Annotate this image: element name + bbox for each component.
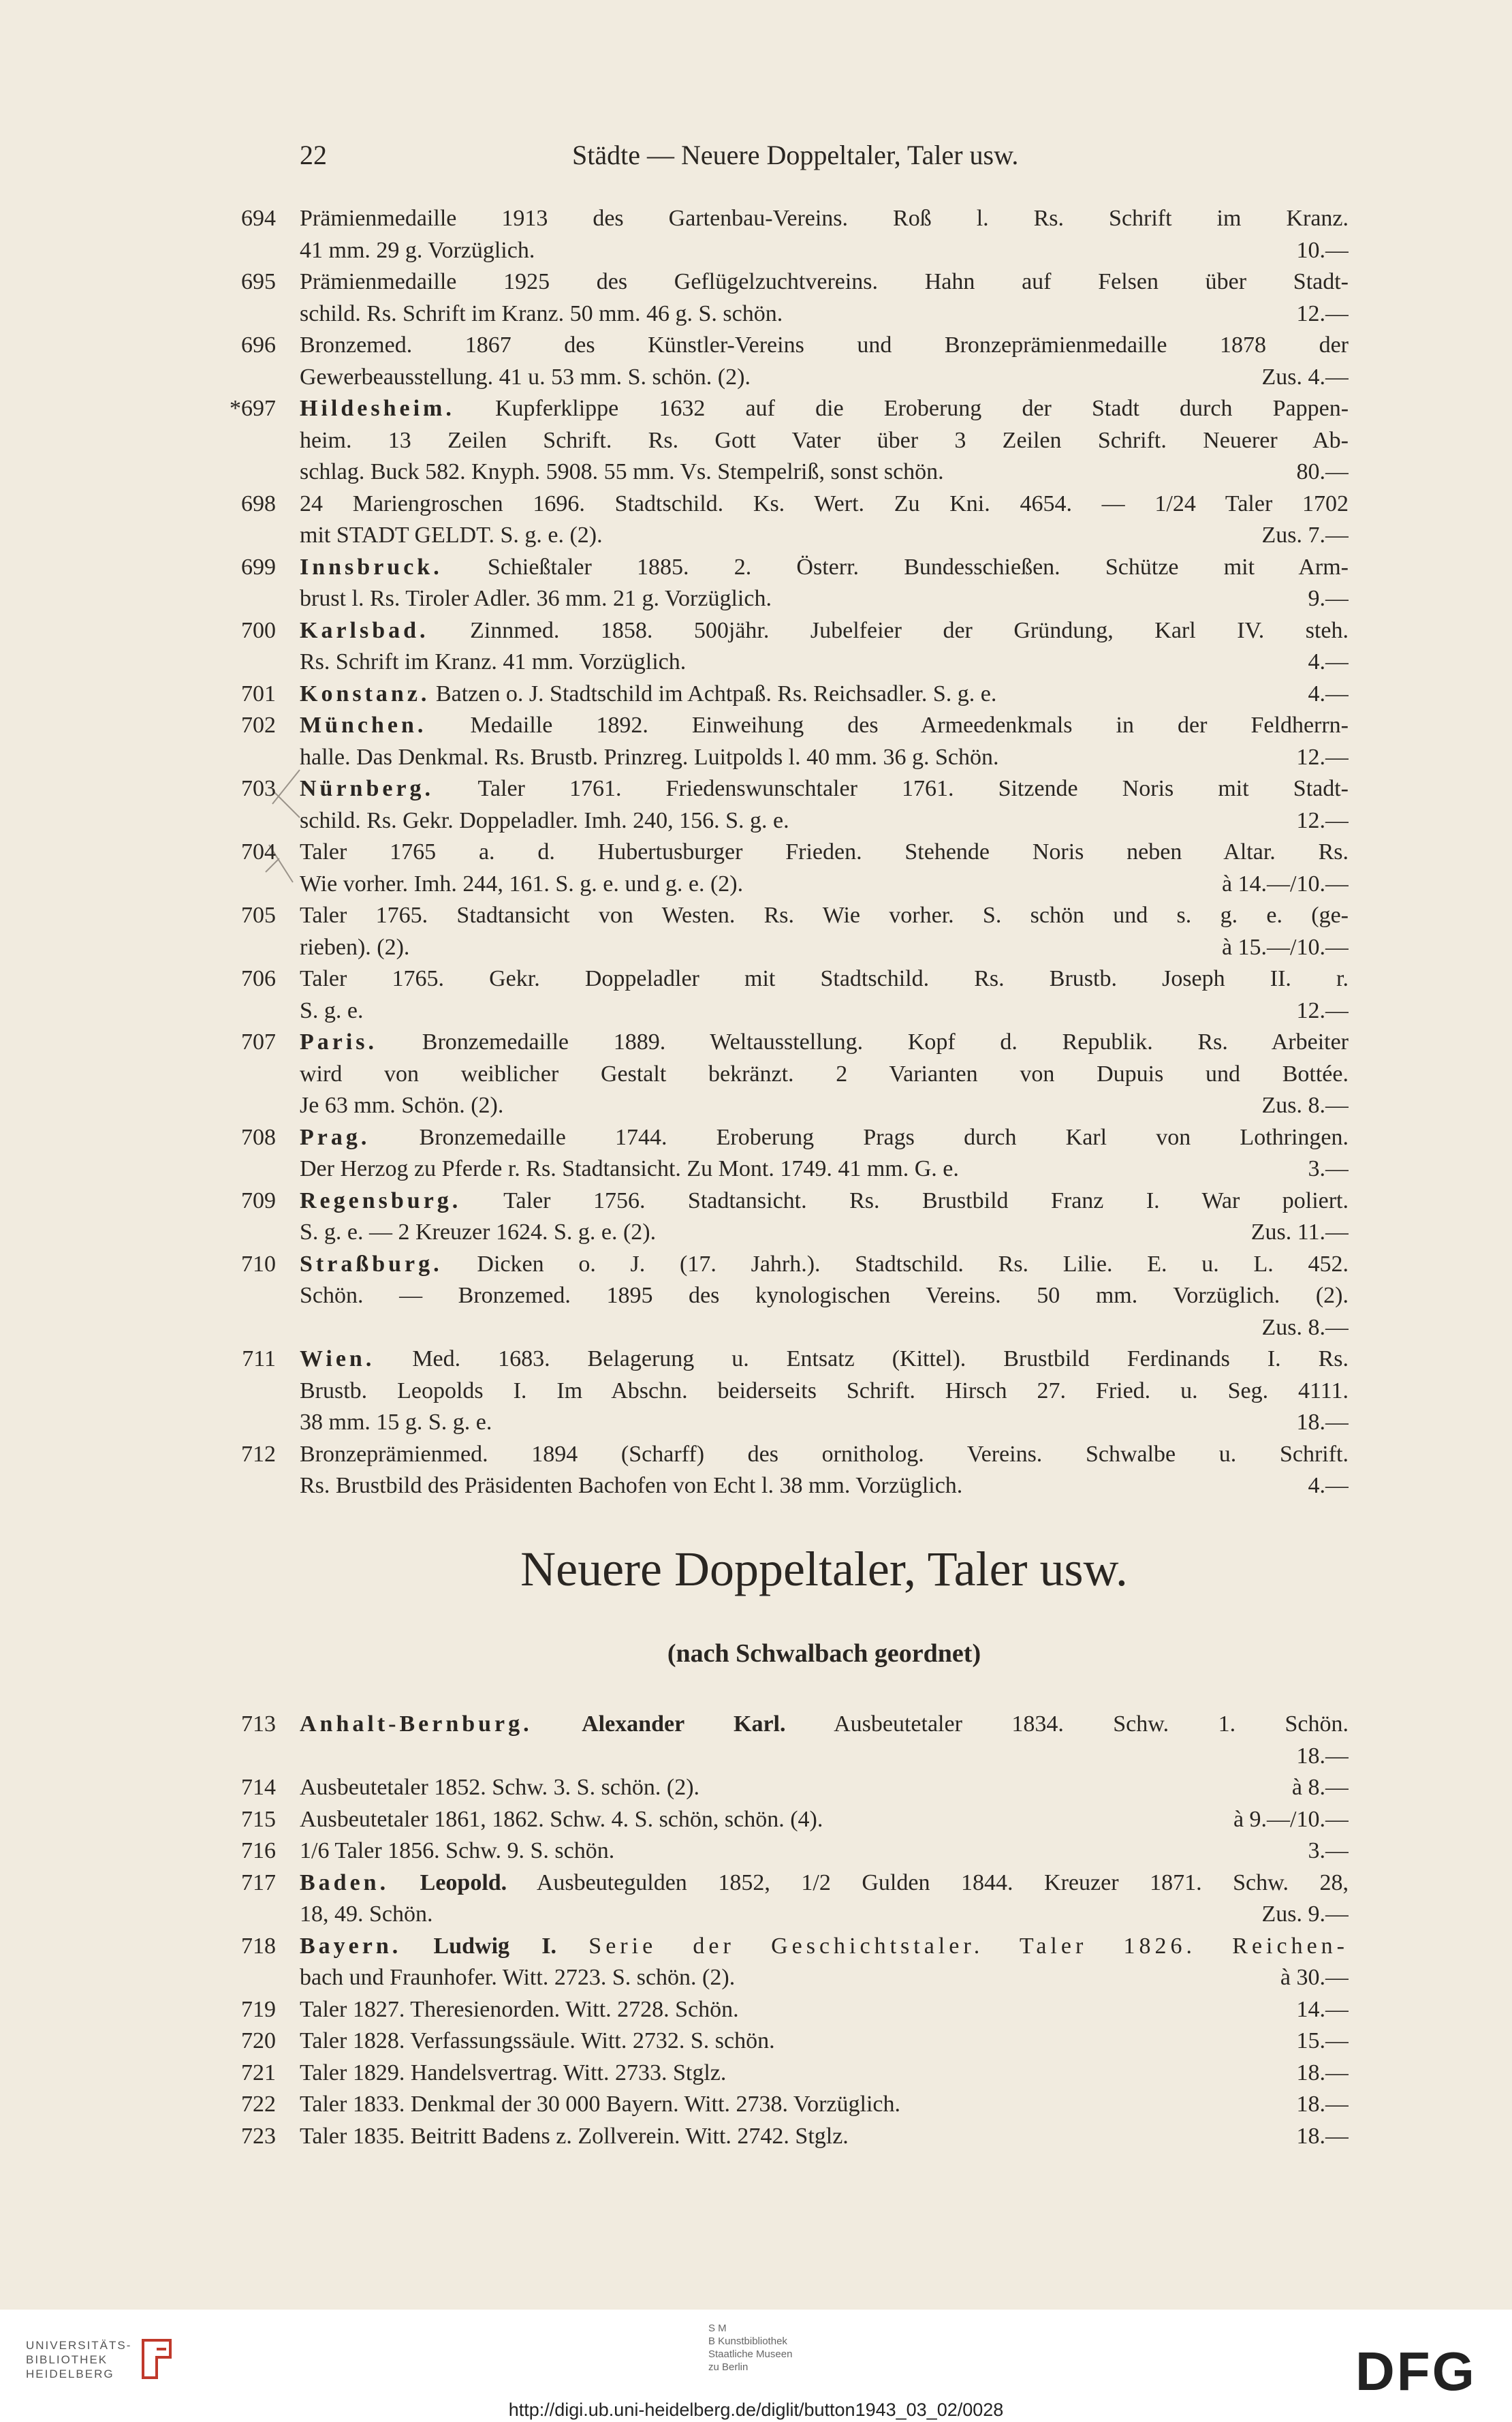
entry-text: 38 mm. 15 g. S. g. e. <box>300 1410 492 1435</box>
entry-line <box>300 1376 1349 1408</box>
price: 3.— <box>1308 1838 1349 1863</box>
provenance-line: B Kunstbibliothek <box>708 2335 787 2347</box>
price: 80.— <box>1296 459 1349 484</box>
price: 12.— <box>1296 807 1349 833</box>
entry-text-group <box>300 2089 900 2121</box>
catalog-entry <box>241 1249 1349 1344</box>
ruler-name: Leopold. <box>420 1869 507 1895</box>
entry-line <box>300 266 1349 298</box>
catalog-entry <box>241 1994 1349 2026</box>
entry-line <box>300 362 1349 394</box>
entry-text: Taler 1765. Gekr. Doppeladler mit Stadtschild. Rs. Brustb. Joseph II. r. <box>300 966 1349 991</box>
entry-text: 18, 49. Schön. <box>300 1901 433 1927</box>
price: 14.— <box>1296 1996 1349 2022</box>
page-number: 22 <box>300 140 327 170</box>
entry-text: schlag. Buck 582. Knyph. 5908. 55 mm. Vs. Stempelriß, sonst schön. <box>300 459 944 484</box>
lot-number: 716 <box>241 1838 276 1863</box>
price: 9.— <box>1308 586 1349 611</box>
catalog-entry <box>241 1027 1349 1122</box>
entry-text: Schießtaler 1885. 2. Österr. Bundesschießen. Schütze mit Arm- <box>487 554 1349 580</box>
entry-text-group <box>300 1899 433 1931</box>
entry-text: Gewerbeausstellung. 41 u. 53 mm. S. schön. (2). <box>300 364 751 390</box>
entry-text-group <box>300 520 603 552</box>
catalog-entry <box>241 900 1349 963</box>
price: 18.— <box>1296 2123 1349 2149</box>
catalog-entry <box>241 963 1349 1027</box>
entry-text: Taler 1829. Handelsvertrag. Witt. 2733. Stglz. <box>300 2060 727 2085</box>
lot-number: 722 <box>241 2092 276 2117</box>
entry-text-group <box>300 456 944 488</box>
place-name: Prag. <box>300 1124 371 1150</box>
entry-line <box>300 1312 1349 1344</box>
catalog-entry <box>230 393 1349 488</box>
place-name: Karlsbad. <box>300 617 429 643</box>
entry-line <box>300 1185 1349 1217</box>
entry-text: Schön. — Bronzemed. 1895 des kynologischen Vereins. 50 mm. Vorzüglich. (2). <box>300 1283 1349 1308</box>
entry-text: heim. 13 Zeilen Schrift. Rs. Gott Vater über 3 Zeilen Schrift. Neuerer Ab- <box>300 427 1349 453</box>
price: à 9.—/10.— <box>1233 1806 1349 1832</box>
place-name: Anhalt-Bernburg. <box>300 1711 533 1737</box>
entry-text: Kupferklippe 1632 auf die Eroberung der Stadt durch Pappen- <box>495 396 1349 421</box>
lot-number: 706 <box>241 966 276 991</box>
entry-text: Rs. Schrift im Kranz. 41 mm. Vorzüglich. <box>300 649 687 674</box>
entry-line <box>300 1280 1349 1312</box>
price: à 15.—/10.— <box>1221 934 1349 960</box>
entry-text: Taler 1833. Denkmal der 30 000 Bayern. Witt. 2738. Vorzüglich. <box>300 2092 900 2117</box>
entry-text: halle. Das Denkmal. Rs. Brustb. Prinzreg. Luitpolds l. 40 mm. 36 g. Schön. <box>300 744 999 770</box>
entry-line <box>300 1994 1349 2026</box>
footer <box>0 2310 1512 2422</box>
provenance-line: S M <box>708 2323 727 2334</box>
entry-text: Wie vorher. Imh. 244, 161. S. g. e. und g. e. (2). <box>300 871 744 897</box>
price: Zus. 8.— <box>1261 1314 1349 1340</box>
entry-line <box>300 1344 1349 1376</box>
lot-number: 705 <box>241 903 276 928</box>
provenance-line: Staatliche Museen <box>708 2348 793 2360</box>
place-name: Nürnberg. <box>300 776 435 801</box>
entry-text: Taler 1765. Stadtansicht von Westen. Rs. Wie vorher. S. schön und s. g. e. (ge- <box>300 903 1349 928</box>
entry-line <box>300 1249 1349 1281</box>
entry-line <box>300 869 1349 901</box>
entry-line <box>300 1059 1349 1091</box>
entry-line <box>300 1090 1349 1122</box>
catalog-entry <box>241 1835 1349 1867</box>
entry-text-group <box>300 995 364 1027</box>
entry-line <box>300 900 1349 932</box>
entry-text: bach und Fraunhofer. Witt. 2723. S. schön. (2). <box>300 1965 736 1990</box>
entry-text: Ausbeutetaler 1861, 1862. Schw. 4. S. schön, schön. (4). <box>300 1806 823 1832</box>
lot-number: 696 <box>241 332 276 358</box>
entry-text: rieben). (2). <box>300 934 410 960</box>
entry-line <box>300 393 1349 425</box>
entry-text: Taler 1835. Beitritt Badens z. Zollverein. Witt. 2742. Stglz. <box>300 2123 849 2149</box>
entry-text: schild. Rs. Schrift im Kranz. 50 mm. 46 g. S. schön. <box>300 300 783 326</box>
price: à 14.—/10.— <box>1221 871 1349 897</box>
entry-text-group <box>300 362 751 394</box>
entry-text: Med. 1683. Belagerung u. Entsatz (Kittel). Brustbild Ferdinands I. Rs. <box>412 1346 1349 1371</box>
entry-line <box>300 2121 1349 2153</box>
entry-line <box>300 1709 1349 1741</box>
entry-line <box>300 235 1349 267</box>
place-name: Hildesheim. <box>300 396 455 421</box>
entry-text: Der Herzog zu Pferde r. Rs. Stadtansicht. Zu Mont. 1749. 41 mm. G. e. <box>300 1156 959 1181</box>
entry-text: Taler 1765 a. d. Hubertusburger Frieden. Stehende Noris neben Altar. Rs. <box>300 839 1349 865</box>
lot-number: 715 <box>241 1806 276 1832</box>
ruler-name: Ludwig I. <box>433 1933 557 1959</box>
library-line: BIBLIOTHEK <box>26 2353 108 2366</box>
entry-text: Je 63 mm. Schön. (2). <box>300 1093 504 1118</box>
lot-number: 702 <box>241 713 276 738</box>
ruler-name: Alexander Karl. <box>582 1711 786 1737</box>
entry-text-group <box>300 1962 735 1994</box>
entry-line <box>300 1899 1349 1931</box>
catalog-entry <box>241 330 1349 393</box>
price: à 8.— <box>1291 1775 1349 1800</box>
lot-number: 720 <box>241 2028 276 2053</box>
place-name: Konstanz. <box>300 681 430 707</box>
place-name: Baden. <box>300 1869 390 1895</box>
catalog-entry <box>241 266 1349 330</box>
catalog-entry <box>241 615 1349 679</box>
entry-text: Ausbeutegulden 1852, 1/2 Gulden 1844. Kreuzer 1871. Schw. 28, <box>536 1869 1349 1895</box>
entry-text-group <box>300 1994 739 2026</box>
catalog-entry <box>241 2025 1349 2058</box>
lot-number: *697 <box>230 396 276 421</box>
catalog-entry <box>241 488 1349 552</box>
lot-number: 713 <box>241 1711 276 1737</box>
entry-text: Medaille 1892. Einweihung des Armeedenkmals in der Feldherrn- <box>470 713 1349 738</box>
entry-text-group <box>300 932 409 964</box>
catalog-entry <box>241 1867 1349 1931</box>
entry-line <box>300 837 1349 869</box>
entry-line <box>300 425 1349 457</box>
source-url[interactable]: http://digi.ub.uni-heidelberg.de/diglit/button1943_03_02/0028 <box>508 2400 1004 2420</box>
price: 12.— <box>1296 300 1349 326</box>
price: 15.— <box>1296 2028 1349 2053</box>
entry-text-group <box>300 869 743 901</box>
entry-text-group <box>300 1090 503 1122</box>
entry-text: schild. Rs. Gekr. Doppeladler. Imh. 240, 156. S. g. e. <box>300 807 789 833</box>
entry-line <box>300 1741 1349 1773</box>
entry-text: Bronzemed. 1867 des Künstler-Vereins und Bronzeprämienmedaille 1878 der <box>300 332 1349 358</box>
entry-line <box>300 615 1349 647</box>
price: Zus. 8.— <box>1261 1093 1349 1118</box>
entry-text: 1/6 Taler 1856. Schw. 9. S. schön. <box>300 1838 615 1863</box>
library-name <box>26 2338 131 2381</box>
library-line: HEIDELBERG <box>26 2367 114 2380</box>
entry-line <box>300 1470 1349 1502</box>
entry-line <box>300 995 1349 1027</box>
entry-text-group <box>300 1217 656 1249</box>
entry-text: Rs. Brustbild des Präsidenten Bachofen von Echt l. 38 mm. Vorzüglich. <box>300 1473 963 1498</box>
price: 4.— <box>1308 1473 1349 1498</box>
entry-line <box>300 710 1349 742</box>
catalog-entry <box>241 679 1349 711</box>
catalog-entry <box>241 1804 1349 1836</box>
entry-text: Batzen o. J. Stadtschild im Achtpaß. Rs. Reichsadler. S. g. e. <box>435 681 997 707</box>
lot-number: 703 <box>241 776 276 801</box>
entry-text-group <box>300 1407 492 1439</box>
entry-text: Ausbeutetaler 1834. Schw. 1. Schön. <box>834 1711 1349 1737</box>
entry-line <box>300 679 1349 711</box>
lot-number: 723 <box>241 2123 276 2149</box>
entry-text-group <box>300 742 999 774</box>
price: Zus. 4.— <box>1261 364 1349 390</box>
price: Zus. 9.— <box>1261 1901 1349 1927</box>
entry-text-group <box>300 1153 959 1185</box>
catalog-entry <box>241 2089 1349 2121</box>
lot-number: 718 <box>241 1933 276 1959</box>
lot-number: 721 <box>241 2060 276 2085</box>
entry-line <box>300 488 1349 521</box>
catalog-entry <box>241 552 1349 615</box>
catalog-entry <box>241 710 1349 773</box>
catalog-entry <box>241 773 1349 837</box>
place-name: Straßburg. <box>300 1251 443 1277</box>
entry-text-group <box>300 1470 962 1502</box>
lot-number: 712 <box>241 1441 276 1467</box>
entry-line <box>300 1122 1349 1154</box>
entry-line <box>300 298 1349 330</box>
price: 18.— <box>1296 2092 1349 2117</box>
entry-text: Zinnmed. 1858. 500jähr. Jubelfeier der Gründung, Karl IV. steh. <box>470 617 1349 643</box>
lot-number: 701 <box>241 681 276 707</box>
entry-text: Taler 1827. Theresienorden. Witt. 2728. Schön. <box>300 1996 739 2022</box>
catalog-entry <box>241 1709 1349 1772</box>
price: 4.— <box>1308 681 1349 707</box>
catalog-entry <box>241 2121 1349 2153</box>
price: 18.— <box>1296 2060 1349 2085</box>
dfg-logo: DFG <box>1355 2341 1477 2402</box>
entry-line <box>300 2025 1349 2058</box>
catalog-entry <box>241 1122 1349 1185</box>
place-name: Wien. <box>300 1346 375 1371</box>
entry-text: Serie der Geschichtstaler. Taler 1826. Reichen- <box>588 1933 1349 1959</box>
library-logo-icon <box>136 2337 177 2382</box>
entry-text: brust l. Rs. Tiroler Adler. 36 mm. 21 g. Vorzüglich. <box>300 586 772 611</box>
lot-number: 710 <box>241 1251 276 1277</box>
entry-line <box>300 963 1349 995</box>
price: Zus. 11.— <box>1250 1220 1349 1245</box>
section-title: Neuere Doppeltaler, Taler usw. <box>520 1542 1128 1596</box>
page-header <box>300 139 1349 180</box>
entry-text-group <box>300 679 996 711</box>
entry-line <box>300 2058 1349 2090</box>
catalog-entry <box>241 2058 1349 2090</box>
entry-line <box>300 2089 1349 2121</box>
price: 12.— <box>1296 997 1349 1023</box>
lot-number: 709 <box>241 1187 276 1213</box>
entry-text: Prämienmedaille 1913 des Gartenbau-Vereins. Roß l. Rs. Schrift im Kranz. <box>300 206 1349 231</box>
entry-line <box>300 1931 1349 1963</box>
entry-line <box>300 1217 1349 1249</box>
entries-city-list <box>230 203 1349 1502</box>
price: 18.— <box>1296 1410 1349 1435</box>
price: Zus. 7.— <box>1261 523 1349 548</box>
entry-text: Bronzemedaille 1889. Weltausstellung. Kopf d. Republik. Rs. Arbeiter <box>422 1029 1349 1055</box>
price: 10.— <box>1296 237 1349 263</box>
provenance-line: zu Berlin <box>708 2361 749 2373</box>
entry-text: Ausbeutetaler 1852. Schw. 3. S. schön. (2). <box>300 1775 700 1800</box>
catalog-entry <box>242 1344 1349 1439</box>
entry-text: Taler 1828. Verfassungssäule. Witt. 2732. S. schön. <box>300 2028 775 2053</box>
running-title: Städte — Neuere Doppeltaler, Taler usw. <box>572 140 1019 170</box>
entry-text: mit STADT GELDT. S. g. e. (2). <box>300 523 603 548</box>
entry-text: wird von weiblicher Gestalt bekränzt. 2 Varianten von Dupuis und Bottée. <box>300 1061 1349 1087</box>
entry-text: 24 Mariengroschen 1696. Stadtschild. Ks. Wert. Zu Kni. 4654. — 1/24 Taler 1702 <box>300 491 1349 516</box>
lot-number: 714 <box>241 1775 276 1800</box>
entry-line <box>300 1962 1349 1994</box>
lot-number: 704 <box>241 839 276 865</box>
entry-line <box>300 1153 1349 1185</box>
entry-text: Brustb. Leopolds I. Im Abschn. beiderseits Schrift. Hirsch 27. Fried. u. Seg. 4111. <box>300 1378 1349 1403</box>
catalog-entry <box>241 1772 1349 1804</box>
entry-line <box>300 583 1349 615</box>
entry-text: S. g. e. <box>300 997 364 1023</box>
catalog-entry <box>241 203 1349 266</box>
price: 3.— <box>1308 1156 1349 1181</box>
entry-text: Prämienmedaille 1925 des Geflügelzuchtvereins. Hahn auf Felsen über Stadt- <box>300 269 1349 294</box>
entry-line <box>300 330 1349 362</box>
lot-number: 707 <box>241 1029 276 1055</box>
entries-taler-list <box>241 1709 1349 2152</box>
entry-line <box>300 773 1349 805</box>
entry-text-group <box>300 2121 849 2153</box>
entry-text-group <box>300 1804 823 1836</box>
entry-line <box>300 1439 1349 1471</box>
library-line: UNIVERSITÄTS- <box>26 2339 132 2352</box>
place-name: Innsbruck. <box>300 554 443 580</box>
entry-line <box>300 932 1349 964</box>
entry-text: Taler 1761. Friedenswunschtaler 1761. Sitzende Noris mit Stadt- <box>477 776 1349 801</box>
entry-line <box>300 1772 1349 1804</box>
entry-line <box>300 520 1349 552</box>
place-name: Paris. <box>300 1029 378 1055</box>
price: 18.— <box>1296 1743 1349 1769</box>
entry-text-group <box>300 298 783 330</box>
price: 12.— <box>1296 744 1349 770</box>
entry-text-group <box>300 2058 726 2090</box>
entry-text: 41 mm. 29 g. Vorzüglich. <box>300 237 535 263</box>
entry-text-group <box>300 583 772 615</box>
entry-line <box>300 805 1349 837</box>
lot-number: 698 <box>241 491 276 516</box>
entry-line <box>300 203 1349 235</box>
lot-number: 695 <box>241 269 276 294</box>
place-name: München. <box>300 713 427 738</box>
entry-text: Dicken o. J. (17. Jahrh.). Stadtschild. Rs. Lilie. E. u. L. 452. <box>477 1251 1349 1277</box>
catalog-entry <box>241 1931 1349 1994</box>
entry-text-group <box>300 1835 614 1867</box>
entry-text-group <box>300 2025 775 2058</box>
lot-number: 708 <box>241 1124 276 1150</box>
lot-number: 717 <box>241 1869 276 1895</box>
entry-line <box>300 1835 1349 1867</box>
entry-text-group <box>300 235 535 267</box>
catalog-entry <box>241 837 1349 900</box>
provenance-note <box>708 2322 792 2374</box>
entry-text: Taler 1756. Stadtansicht. Rs. Brustbild Franz I. War poliert. <box>503 1187 1349 1213</box>
catalog-entry <box>241 1439 1349 1502</box>
entry-line <box>300 1027 1349 1059</box>
entry-text-group <box>300 1772 699 1804</box>
entry-text-group <box>300 647 686 679</box>
entry-line <box>300 1867 1349 1899</box>
lot-number: 699 <box>241 554 276 580</box>
catalog-entry <box>241 1185 1349 1249</box>
lot-number: 719 <box>241 1996 276 2022</box>
lot-number: 700 <box>241 617 276 643</box>
entry-line <box>300 456 1349 488</box>
entry-line <box>300 1804 1349 1836</box>
entry-line <box>300 647 1349 679</box>
entry-line <box>300 1407 1349 1439</box>
entry-text: S. g. e. — 2 Kreuzer 1624. S. g. e. (2). <box>300 1220 657 1245</box>
price: 4.— <box>1308 649 1349 674</box>
place-name: Regensburg. <box>300 1187 462 1213</box>
entry-text: Bronzemedaille 1744. Eroberung Prags durch Karl von Lothringen. <box>419 1124 1349 1150</box>
lot-number: 711 <box>242 1346 276 1371</box>
lot-number: 694 <box>241 206 276 231</box>
entry-line <box>300 552 1349 584</box>
entry-line <box>300 742 1349 774</box>
place-name: Bayern. <box>300 1933 402 1959</box>
section-subtitle: (nach Schwalbach geordnet) <box>667 1639 981 1668</box>
entry-text: Bronzeprämienmed. 1894 (Scharff) des ornitholog. Vereins. Schwalbe u. Schrift. <box>300 1441 1349 1467</box>
price: à 30.— <box>1280 1965 1349 1990</box>
entry-text-group <box>300 805 789 837</box>
